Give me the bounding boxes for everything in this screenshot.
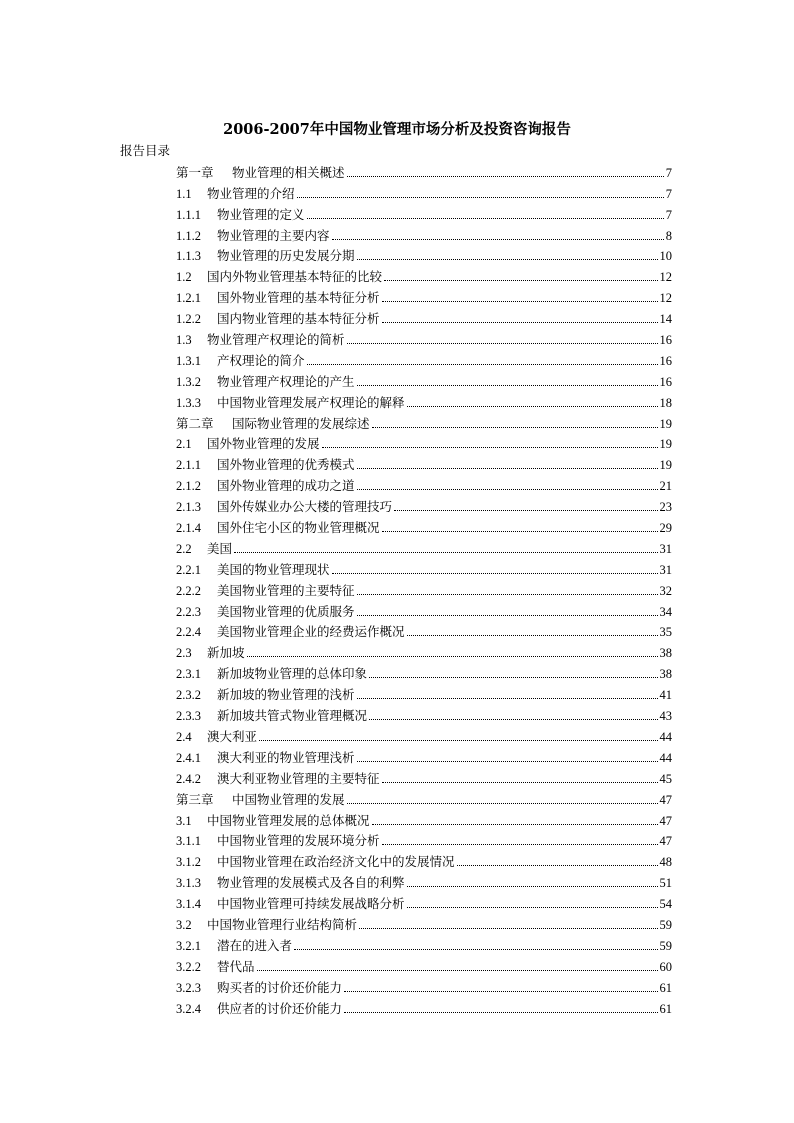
dot-leader [294,949,657,950]
toc-entry-page: 16 [659,374,672,389]
toc-entry-page: 7 [665,207,672,222]
toc-entry[interactable] [176,807,672,828]
dot-leader [369,677,657,678]
toc-entry[interactable] [176,598,672,619]
toc-entry[interactable] [176,848,672,869]
toc-entry-title: 中国物业管理发展的总体概况 [207,812,370,828]
toc-entry-number: 2.3 [176,646,192,661]
toc-entry[interactable] [176,932,672,953]
toc-entry-page: 14 [659,312,672,327]
dot-leader [297,197,664,198]
toc-entry-title: 国内外物业管理基本特征的比较 [207,269,383,285]
dot-leader [382,301,658,302]
toc-entry[interactable] [176,535,672,556]
toc-entry-page: 16 [659,333,672,348]
toc-entry-title: 潜在的进入者 [217,937,293,953]
toc-entry-title: 美国物业管理企业的经费运作概况 [217,624,405,640]
toc-entry[interactable] [176,911,672,932]
dot-leader [382,322,658,323]
toc-entry-number: 2.1.3 [176,500,201,515]
dot-leader [259,740,657,741]
toc-entry[interactable] [176,619,672,640]
toc-entry-page: 44 [659,750,672,765]
toc-entry-page: 59 [659,917,672,932]
toc-entry-page: 60 [659,959,672,974]
toc-entry-page: 47 [659,813,672,828]
toc-entry-page: 19 [659,416,672,431]
toc-entry-number: 第三章 [176,791,214,807]
toc-entry-number: 1.2.1 [176,291,201,306]
toc-entry[interactable] [176,451,672,472]
toc-entry-page: 12 [659,270,672,285]
toc-entry-title: 物业管理的发展模式及各自的利弊 [217,875,405,891]
toc-entry-number: 1.1.3 [176,249,201,264]
toc-entry-title: 新加坡物业管理的总体印象 [217,666,368,682]
toc-entry-title: 澳大利亚 [207,728,258,744]
toc-entry[interactable] [176,765,672,786]
toc-entry-page: 41 [659,688,672,703]
dot-leader [357,615,658,616]
dot-leader [234,552,657,553]
toc-entry-title: 国外物业管理的成功之道 [217,478,355,494]
toc-entry-title: 物业管理产权理论的产生 [217,373,355,389]
dot-leader [359,928,657,929]
dot-leader [257,970,658,971]
toc-entry-number: 1.1 [176,186,192,201]
toc-entry-number: 3.2 [176,917,192,932]
toc-entry[interactable] [176,410,672,431]
toc-entry-title: 产权理论的简介 [217,352,305,368]
dot-leader [322,447,658,448]
toc-entry[interactable] [176,828,672,849]
toc-entry-number: 2.2.3 [176,604,201,619]
toc-entry-number: 1.3.1 [176,353,201,368]
dot-leader [357,489,658,490]
toc-entry-page: 51 [659,876,672,891]
dot-leader [344,991,657,992]
toc-entry-page: 19 [659,437,672,452]
toc-entry[interactable] [176,890,672,911]
toc-entry-page: 32 [659,583,672,598]
toc-entry-title: 美国物业管理的主要特征 [217,582,355,598]
toc-entry[interactable] [176,389,672,410]
toc-entry-number: 2.1.2 [176,479,201,494]
toc-entry-number: 第一章 [176,164,214,180]
toc-entry-title: 物业管理的定义 [217,206,305,222]
toc-entry-number: 2.3.3 [176,709,201,724]
dot-leader [394,510,657,511]
toc-entry-number: 2.3.2 [176,688,201,703]
toc-entry-number: 1.1.1 [176,207,201,222]
toc-entry-title: 澳大利亚物业管理的主要特征 [217,770,380,786]
toc-entry-number: 2.2 [176,541,192,556]
dot-leader [407,406,658,407]
toc-entry[interactable] [176,222,672,243]
toc-entry-title: 国外传媒业办公大楼的管理技巧 [217,499,393,515]
toc-entry-title: 中国物业管理的发展 [232,791,345,807]
toc-entry[interactable] [176,995,672,1016]
toc-entry-title: 物业管理的相关概述 [232,164,345,180]
dot-leader [382,531,658,532]
toc-entry[interactable] [176,974,672,995]
toc-entry-page: 44 [659,729,672,744]
dot-leader [332,239,664,240]
dot-leader [372,824,658,825]
dot-leader [332,573,658,574]
toc-entry-title: 中国物业管理可持续发展战略分析 [217,896,405,912]
toc-entry[interactable] [176,431,672,452]
toc-entry[interactable] [176,702,672,723]
toc-entry-title: 国外物业管理的发展 [207,436,320,452]
dot-leader [369,719,657,720]
toc-entry-title: 供应者的讨价还价能力 [217,1000,343,1016]
toc-entry-title: 新加坡 [207,645,245,661]
toc-entry-title: 国际物业管理的发展综述 [232,415,370,431]
toc-entry-page: 38 [659,646,672,661]
toc-entry-number: 3.2.4 [176,1001,201,1016]
toc-entry-title: 物业管理的介绍 [207,185,295,201]
toc-entry-page: 16 [659,353,672,368]
toc-entry-title: 新加坡共管式物业管理概况 [217,708,368,724]
toc-entry-number: 1.3 [176,333,192,348]
toc-entry-number: 3.2.2 [176,959,201,974]
toc-entry-title: 中国物业管理在政治经济文化中的发展情况 [217,854,455,870]
dot-leader [357,259,658,260]
dot-leader [372,427,658,428]
toc-entry-number: 第二章 [176,415,214,431]
toc-entry-page: 59 [659,938,672,953]
toc-entry-title: 国外物业管理的基本特征分析 [217,290,380,306]
toc-entry[interactable] [176,639,672,660]
toc-entry[interactable] [176,243,672,264]
dot-leader [384,280,657,281]
toc-entry-page: 54 [659,897,672,912]
toc-entry-page: 45 [659,771,672,786]
toc-entry-page: 7 [665,165,672,180]
dot-leader [247,656,658,657]
toc-entry-page: 19 [659,458,672,473]
dot-leader [407,886,658,887]
toc-entry[interactable] [176,514,672,535]
toc-entry-page: 29 [659,521,672,536]
toc-entry-page: 23 [659,500,672,515]
toc-entry-title: 物业管理产权理论的简析 [207,332,345,348]
toc-entry[interactable] [176,368,672,389]
toc-entry-number: 2.1.4 [176,521,201,536]
toc-entry-page: 47 [659,792,672,807]
toc-entry-number: 2.1 [176,437,192,452]
toc-entry[interactable] [176,263,672,284]
dot-leader [357,761,658,762]
toc-entry-page: 47 [659,834,672,849]
toc-entry-title: 新加坡的物业管理的浅析 [217,687,355,703]
toc-entry-number: 2.3.1 [176,667,201,682]
toc-entry-page: 38 [659,667,672,682]
toc-entry-page: 48 [659,855,672,870]
toc-entry-page: 12 [659,291,672,306]
toc-entry[interactable] [176,723,672,744]
dot-leader [382,844,658,845]
toc-entry[interactable] [176,786,672,807]
toc-entry[interactable] [176,869,672,890]
dot-leader [407,635,658,636]
dot-leader [307,218,664,219]
toc-entry-title: 国外住宅小区的物业管理概况 [217,520,380,536]
toc-entry[interactable] [176,660,672,681]
dot-leader [382,782,658,783]
toc-entry-title: 中国物业管理行业结构简析 [207,916,358,932]
toc-entry-title: 中国物业管理发展产权理论的解释 [217,394,405,410]
toc-entry-number: 1.2.2 [176,312,201,327]
toc-heading: 报告目录 [120,143,171,158]
toc-entry-number: 3.1.3 [176,876,201,891]
table-of-contents [176,159,672,1016]
dot-leader [347,343,658,344]
toc-entry-page: 35 [659,625,672,640]
toc-entry-page: 61 [659,1001,672,1016]
toc-entry-page: 8 [665,228,672,243]
dot-leader [457,865,658,866]
dot-leader [307,364,658,365]
toc-entry[interactable] [176,681,672,702]
toc-entry-page: 10 [659,249,672,264]
toc-entry-number: 3.2.3 [176,980,201,995]
toc-entry-number: 1.1.2 [176,228,201,243]
toc-entry-number: 1.3.3 [176,395,201,410]
toc-entry[interactable] [176,159,672,180]
toc-entry-number: 3.1.2 [176,855,201,870]
toc-entry-number: 3.2.1 [176,938,201,953]
toc-entry-title: 美国的物业管理现状 [217,561,330,577]
toc-entry-number: 2.2.4 [176,625,201,640]
toc-entry-number: 2.4.2 [176,771,201,786]
toc-entry[interactable] [176,953,672,974]
toc-entry-number: 2.2.1 [176,562,201,577]
toc-entry-number: 2.1.1 [176,458,201,473]
toc-entry[interactable] [176,284,672,305]
toc-entry-number: 3.1.4 [176,897,201,912]
toc-entry-number: 1.3.2 [176,374,201,389]
dot-leader [407,907,658,908]
dot-leader [347,803,658,804]
toc-entry-page: 21 [659,479,672,494]
toc-entry[interactable] [176,472,672,493]
dot-leader [347,176,664,177]
toc-entry-page: 18 [659,395,672,410]
toc-entry-title: 美国物业管理的优质服务 [217,603,355,619]
toc-entry-title: 购买者的讨价还价能力 [217,979,343,995]
toc-entry-title: 澳大利亚的物业管理浅析 [217,749,355,765]
toc-entry-number: 2.4.1 [176,750,201,765]
toc-entry-page: 31 [659,562,672,577]
toc-entry-title: 国内物业管理的基本特征分析 [217,311,380,327]
dot-leader [357,698,658,699]
toc-entry-number: 3.1 [176,813,192,828]
toc-entry[interactable] [176,556,672,577]
toc-entry[interactable] [176,305,672,326]
toc-entry-title: 替代品 [217,958,255,974]
toc-entry-title: 美国 [207,540,233,556]
toc-entry-page: 34 [659,604,672,619]
toc-entry-number: 2.4 [176,729,192,744]
toc-entry-title: 物业管理的主要内容 [217,227,330,243]
toc-entry-page: 31 [659,541,672,556]
toc-entry[interactable] [176,493,672,514]
toc-entry-title: 物业管理的历史发展分期 [217,248,355,264]
toc-entry-page: 43 [659,709,672,724]
toc-entry[interactable] [176,577,672,598]
toc-entry-number: 1.2 [176,270,192,285]
toc-entry[interactable] [176,326,672,347]
page-title: 2006-2007年中国物业管理市场分析及投资咨询报告 [223,121,571,138]
toc-entry-page: 61 [659,980,672,995]
dot-leader [357,468,658,469]
toc-entry-title: 中国物业管理的发展环境分析 [217,833,380,849]
toc-entry[interactable] [176,201,672,222]
dot-leader [357,385,658,386]
toc-entry[interactable] [176,180,672,201]
toc-entry-page: 7 [665,186,672,201]
toc-entry-number: 2.2.2 [176,583,201,598]
dot-leader [357,594,658,595]
dot-leader [344,1012,657,1013]
toc-entry[interactable] [176,347,672,368]
toc-entry-title: 国外物业管理的优秀模式 [217,457,355,473]
toc-entry-number: 3.1.1 [176,834,201,849]
toc-entry[interactable] [176,744,672,765]
